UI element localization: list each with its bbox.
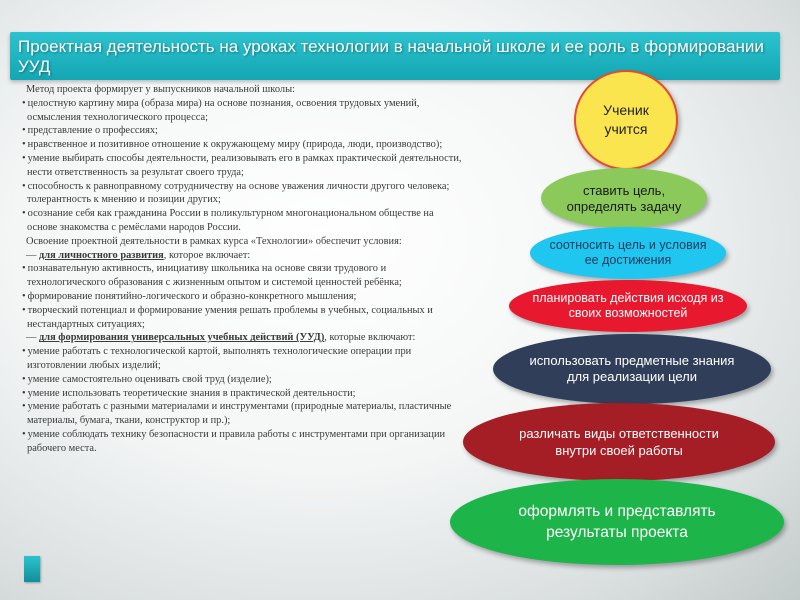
bullet-item: • познавательную активность, инициативу школьника на основе связи трудового и технологического образования с жизненным опытом и системой ценностей ребёнка; (22, 262, 464, 290)
para-conditions: Освоение проектной деятельности в рамках курса «Технологии» обеспечит условия: (26, 235, 402, 247)
body-text (22, 83, 464, 456)
oval-relate-goal-conditions: соотносить цель и условия ее достижения (530, 227, 726, 279)
bullet-item: • умение соблюдать технику безопасности и правила работы с инструментами при организации рабочего места. (22, 428, 464, 456)
oval-use-subject-knowledge: использовать предметные знания для реализации цели (493, 334, 771, 404)
bullet-item: • умение выбирать способы деятельности, реализовывать его в рамках практической деятельности, нести ответственность за результат своего труда; (22, 152, 464, 180)
bullet-item: • творческий потенциал и формирование умения решать проблемы в учебных, социальных и нестандартных ситуациях; (22, 304, 464, 332)
oval-set-goal: ставить цель, определять задачу (541, 168, 707, 228)
bullet-item: • формирование понятийно-логического и образно-конкретного мышления; (22, 290, 464, 304)
bullet-item: • представление о профессиях; (22, 124, 464, 138)
bullet-item: • нравственное и позитивное отношение к окружающему миру (природа, люди, производство); (22, 138, 464, 152)
uud-heading: — для формирования универсальных учебных действий (УУД), которые включают: (26, 332, 416, 344)
oval-plan-actions: планировать действия исходя из своих возможностей (509, 280, 747, 332)
bullet-list-c (22, 345, 464, 455)
oval-present-results: оформлять и представлять результаты проекта (450, 479, 784, 565)
bullet-item: • способность к равноправному сотрудничеству на основе уважения личности другого человека; толерантность к мнению и позиции других; (22, 180, 464, 208)
slide-title: Проектная деятельность на уроках технологии в начальной школе и ее роль в формировании УУД (18, 37, 764, 76)
bullet-item: • осознание себя как гражданина России в поликультурном многонациональном обществе на основе знакомства с ремёслами народов России. (22, 207, 464, 235)
slide-corner-mark (24, 556, 40, 582)
bullet-item: • умение работать с технологической картой, выполнять технологические операции при изготовлении любых изделий; (22, 345, 464, 373)
oval-responsibility-types: различать виды ответственности внутри своей работы (463, 403, 775, 481)
bullet-list-b (22, 262, 464, 331)
bullet-item: • умение самостоятельно оценивать свой труд (изделие); (22, 373, 464, 387)
bullet-item: • целостную картину мира (образа мира) на основе познания, освоения трудовых умений, осмысления технологического процесса; (22, 97, 464, 125)
bullet-list-a (22, 97, 464, 235)
bullet-item: • умение работать с разными материалами и инструментами (природные материалы, пластичные материалы, бумага, ткани, конструктор и пр.); (22, 400, 464, 428)
bullet-item: • умение использовать теоретические знания в практической деятельности; (22, 387, 464, 401)
personal-heading: — для личностного развития, которое включает: (26, 249, 251, 261)
oval-student-learns: Ученик учится (574, 70, 678, 170)
intro-text: Метод проекта формирует у выпускников начальной школы: (26, 84, 295, 95)
